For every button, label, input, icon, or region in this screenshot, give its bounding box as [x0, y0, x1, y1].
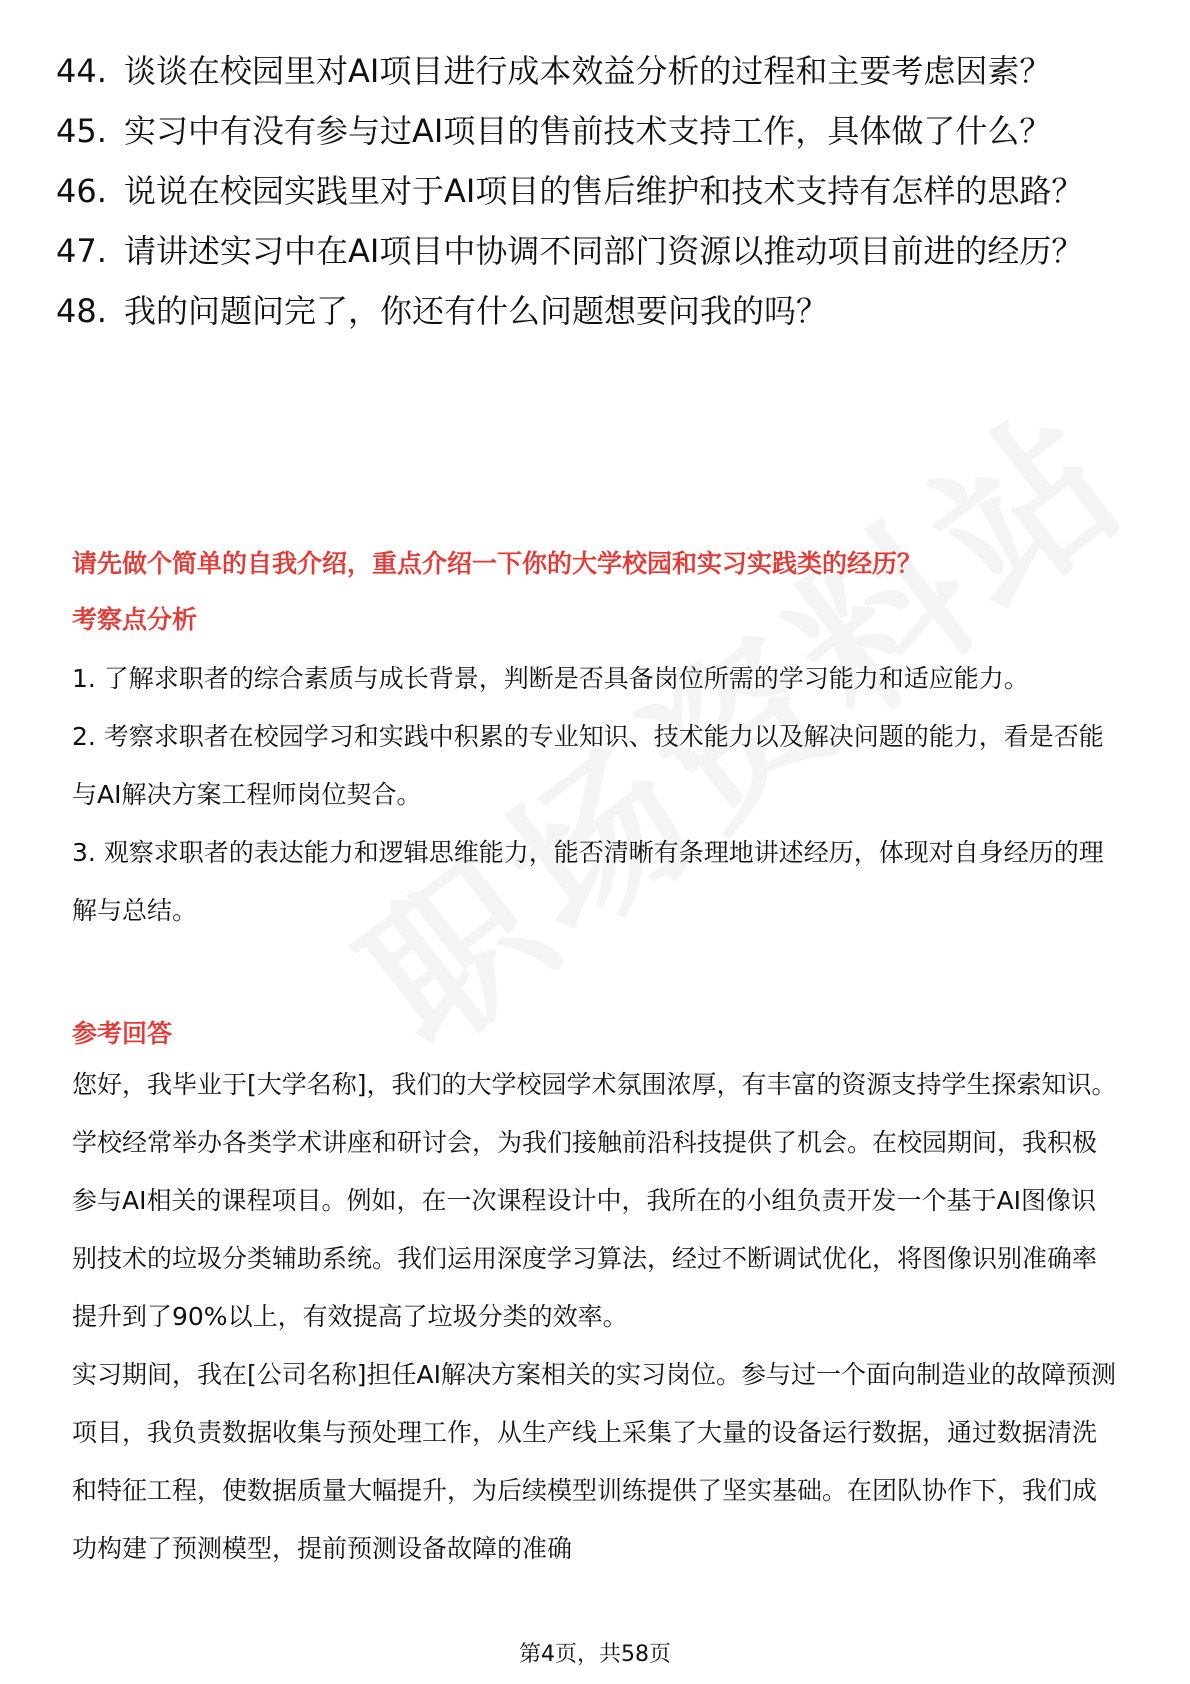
analysis-item: 2. 考察求职者在校园学习和实践中积累的专业知识、技术能力以及解决问题的能力，看是否能与AI解决方案工程师岗位契合。 — [72, 722, 1104, 809]
question-item — [56, 230, 1116, 273]
analysis-list — [72, 650, 1120, 940]
question-number: 47. — [56, 232, 107, 270]
analysis-item: 1. 了解求职者的综合素质与成长背景，判断是否具备岗位所需的学习能力和适应能力。 — [72, 664, 1029, 693]
question-item — [56, 290, 1116, 333]
analysis-title: 考察点分析 — [72, 605, 198, 634]
question-item — [56, 110, 1116, 153]
question-item — [56, 50, 1116, 93]
question-text: 我的问题问完了，你还有什么问题想要问我的吗？ — [124, 292, 829, 330]
question-list — [56, 50, 1116, 350]
question-text: 谈谈在校园里对AI项目进行成本效益分析的过程和主要考虑因素？ — [124, 52, 1052, 90]
question-number: 44. — [56, 52, 107, 90]
question-number: 46. — [56, 172, 107, 210]
question-text: 请讲述实习中在AI项目中协调不同部门资源以推动项目前进的经历？ — [124, 232, 1084, 270]
question-number: 48. — [56, 292, 107, 330]
analysis-item: 3. 观察求职者的表达能力和逻辑思维能力，能否清晰有条理地讲述经历，体现对自身经历的理解与总结。 — [72, 838, 1104, 925]
page-footer: 第4页，共58页 — [519, 1642, 671, 1667]
question-text: 实习中有没有参与过AI项目的售前技术支持工作，具体做了什么？ — [124, 112, 1052, 150]
answer-paragraph: 实习期间，我在[公司名称]担任AI解决方案相关的实习岗位。参与过一个面向制造业的故障预测项目，我负责数据收集与预处理工作，从生产线上采集了大量的设备运行数据，通过数据清洗和特征工程，使数据质量大幅提升，为后续模型训练提供了坚实基础。在团队协作下，我们成功构建了预测模型，提前预测设备故障的准确 — [72, 1360, 1116, 1563]
reference-answer — [72, 1056, 1120, 1578]
reference-answer-title: 参考回答 — [72, 1019, 173, 1048]
question-item — [56, 170, 1116, 213]
main-question-heading: 请先做个简单的自我介绍，重点介绍一下你的大学校园和实习实践类的经历？ — [72, 549, 923, 578]
question-text: 说说在校园实践里对于AI项目的售后维护和技术支持有怎样的思路？ — [124, 172, 1084, 210]
answer-paragraph: 您好，我毕业于[大学名称]，我们的大学校园学术氛围浓厚，有丰富的资源支持学生探索知识。学校经常举办各类学术讲座和研讨会，为我们接触前沿科技提供了机会。在校园期间，我积极参与AI相关的课程项目。例如，在一次课程设计中，我所在的小组负责开发一个基于AI图像识别技术的垃圾分类辅助系统。我们运用深度学习算法，经过不断调试优化，将图像识别准确率提升到了90%以上，有效提高了垃圾分类的效率。 — [72, 1070, 1117, 1331]
question-number: 45. — [56, 112, 107, 150]
